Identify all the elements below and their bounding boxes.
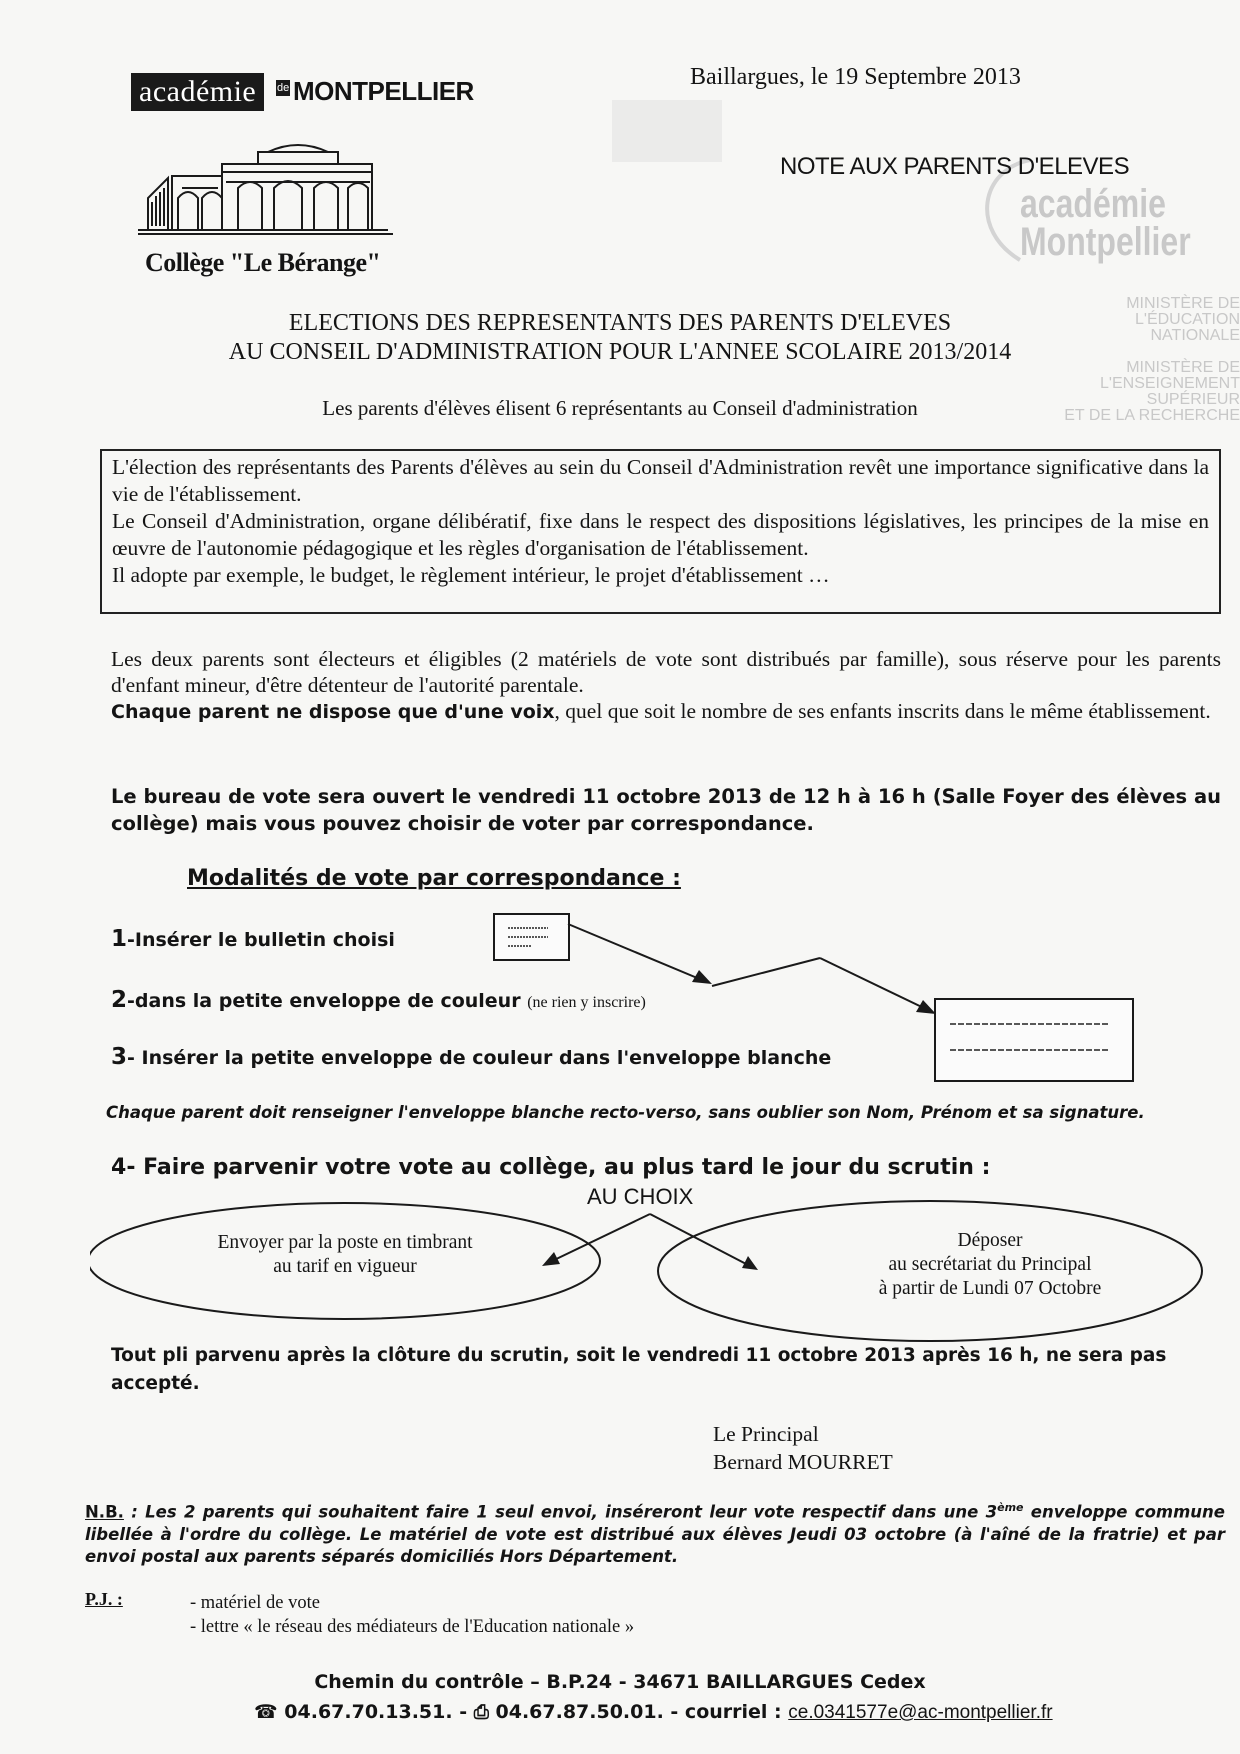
eligibility-rest: , quel que soit le nombre de ses enfants inscrits dans le même établissement. [554,699,1211,723]
nb-paragraph [85,1497,1225,1568]
arrow-to-office [650,1214,758,1270]
bleed-ministry-3: MINISTÈRE DE [1126,359,1240,376]
info-box-p3: Il adopte par exemple, le budget, le règlement intérieur, le projet d'établissement … [112,563,830,587]
bleed-stamp [612,100,722,162]
info-box-p1: L'élection des représentants des Parents d'élèves au sein du Conseil d'Administration revêt une importance significative dans la vie de l'établissement. [112,455,1209,506]
option-post-line1: Envoyer par la poste en timbrant [217,1232,473,1253]
phone-icon: ☎ [254,1701,278,1723]
logo-academie-text: académie [139,75,257,108]
modalities-title: Modalités de vote par correspondance : [187,866,681,891]
option-office-line2: au secrétariat du Principal [888,1254,1092,1275]
bleed-ministry-5: ET DE LA RECHERCHE [1064,407,1240,424]
academie-logo [131,73,264,111]
eligibility-bold: Chaque parent ne dispose que d'une voix [111,701,555,723]
step-3-text: - Insérer la petite enveloppe de couleur dans l'enveloppe blanche [127,1047,832,1069]
bleed-ministry-1: MINISTÈRE DE [1126,295,1240,312]
step-2-text: -dans la petite enveloppe de couleur [127,990,521,1012]
attachment-item-2: - lettre « le réseau des médiateurs de l'Education nationale » [190,1617,635,1637]
footer-email-link[interactable]: ce.0341577e@ac-montpellier.fr [788,1702,1053,1723]
date-line: Baillargues, le 19 Septembre 2013 [690,64,1021,90]
logo-region-text: MONTPELLIER [293,76,474,106]
step-3-num: 3 [111,1044,128,1070]
deadline-text: Tout pli parvenu après la clôture du scrutin, soit le vendredi 11 octobre 2013 après 16 h, ne sera pas accepté. [111,1345,1167,1394]
option-office-line3: à partir de Lundi 07 Octobre [878,1278,1102,1299]
ballot-rectangle [494,914,569,960]
arrow-envelope-to-white [712,958,936,1014]
nb-text-1: : Les 2 parents qui souhaitent faire 1 seul envoi, inséreront leur vote respectif dans une 3 [123,1502,998,1522]
white-envelope-rectangle [935,999,1133,1081]
footer-phone: 04.67.70.13.51. - [277,1701,474,1723]
step-1-num: 1 [111,926,128,952]
option-post-text [180,1231,510,1279]
option-post-line2: au tarif en vigueur [273,1256,417,1277]
signature-block [713,1420,893,1476]
attachments-list [190,1591,634,1639]
signature-role: Le Principal [713,1422,819,1446]
step-2-note: (ne rien y inscrire) [527,994,646,1011]
eligibility-paragraph [111,646,1221,725]
arrow-to-post [542,1214,650,1266]
bleed-ministry-2: L'ÉDUCATION NATIONALE [1135,311,1240,344]
bleed-through-ministry [1050,296,1240,424]
bleed-logo-line2: Montpellier [1020,220,1191,264]
footer-fax: 04.67.87.50.01. - courriel : [488,1701,789,1723]
step-1 [111,926,395,952]
college-name: Collège "Le Bérange" [145,248,381,277]
bleed-ministry-4: L'ENSEIGNEMENT SUPÉRIEUR [1100,375,1240,408]
step-1-text: -Insérer le bulletin choisi [127,929,395,951]
envelope-diagram [480,900,1160,1090]
vote-office-text: Le bureau de vote sera ouvert le vendredi 11 octobre 2013 de 12 h à 16 h (Salle Foyer des élèves au collège) mais vous pouvez choisir de voter par correspondance. [111,785,1221,835]
attachments-label: P.J. : [85,1589,123,1609]
nb-sup: ème [997,1501,1024,1514]
step-4-num: 4 [111,1155,127,1180]
au-choix-label: AU CHOIX [587,1184,694,1209]
signature-name: Bernard MOURRET [713,1450,893,1474]
title-line-2: AU CONSEIL D'ADMINISTRATION POUR L'ANNEE SCOLAIRE 2013/2014 [228,339,1012,365]
college-building-icon [138,138,393,238]
footer-contact [254,1701,1053,1724]
note-title: NOTE AUX PARENTS D'ELEVES [780,153,1130,180]
nb-label: N.B. [85,1502,124,1522]
bleed-through-logo [1020,182,1191,264]
step-4 [111,1155,990,1180]
step-2-num: 2 [111,987,128,1013]
eligibility-p2 [111,698,1221,725]
fax-icon: ⎙ [473,1701,489,1723]
arrow-ballot-to-envelope [568,924,712,984]
subtitle: Les parents d'élèves élisent 6 représentants au Conseil d'administration [322,396,918,420]
info-box [100,449,1221,614]
bleed-logo-line1: académie [1020,182,1166,226]
step-4-text: - Faire parvenir votre vote au collège, au plus tard le jour du scrutin : [126,1155,991,1180]
nb-text-2: enveloppe commune libellée à l'ordre du collège. Le matériel de vote est distribué aux élèves Jeudi 03 octobre (à l'aîné de la fratrie) et par envoi postal aux parents séparés domiciliés Hors Département. [85,1502,1225,1566]
option-office-text [820,1229,1160,1301]
info-box-p2: Le Conseil d'Administration, organe délibératif, fixe dans le respect des dispositions législatives, les principes de la mise en œuvre de l'autonomie pédagogique et les règles d'organisation de l'établissement. [112,509,1209,560]
logo-de-text: de [277,82,290,94]
option-office-line1: Déposer [957,1230,1023,1251]
envelope-notice: Chaque parent doit renseigner l'enveloppe blanche recto-verso, sans oublier son Nom, Prénom et sa signature. [106,1103,1145,1122]
eligibility-p1: Les deux parents sont électeurs et éligibles (2 matériels de vote sont distribués par famille), sous réserve pour les parents d'enfant mineur, d'être détenteur de l'autorité parentale. [111,647,1221,697]
attachment-item-1: - matériel de vote [190,1593,320,1613]
title-line-1: ELECTIONS DES REPRESENTANTS DES PARENTS D'ELEVES [288,310,952,336]
footer-address: Chemin du contrôle – B.P.24 - 34671 BAILLARGUES Cedex [314,1671,926,1693]
